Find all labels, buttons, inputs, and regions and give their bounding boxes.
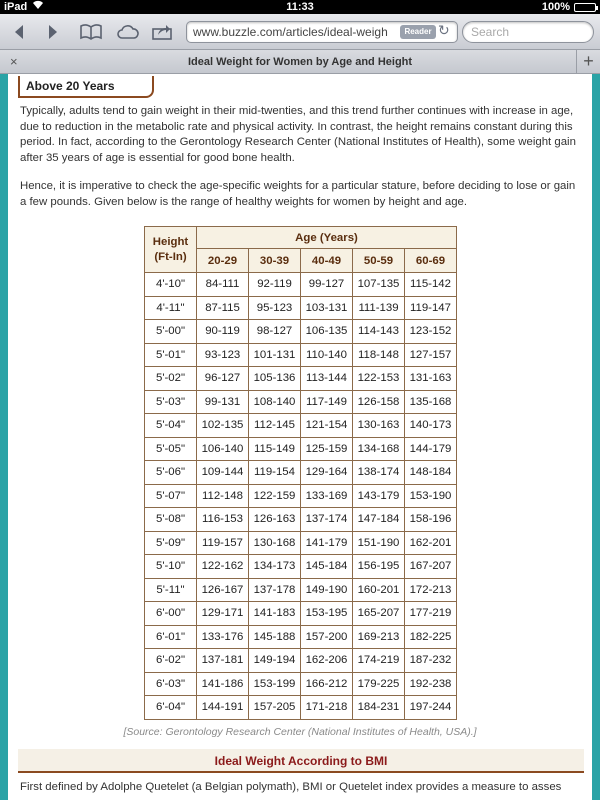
weight-range-cell: 158-196 (405, 508, 457, 532)
height-cell: 5'-04" (145, 414, 197, 438)
height-cell: 5'-07" (145, 484, 197, 508)
paragraph-bmi: First defined by Adolphe Quetelet (a Belgian polymath), BMI or Quetelet index provides a measure to asses (20, 781, 562, 793)
weight-range-cell: 99-131 (197, 390, 249, 414)
table-row (145, 555, 457, 579)
new-tab-button[interactable]: + (576, 50, 600, 74)
weight-range-cell: 105-136 (249, 367, 301, 391)
weight-range-cell: 129-171 (197, 602, 249, 626)
weight-range-cell: 157-200 (301, 625, 353, 649)
weight-range-cell: 144-179 (405, 437, 457, 461)
weight-range-cell: 197-244 (405, 696, 457, 720)
weight-range-cell: 182-225 (405, 625, 457, 649)
weight-range-cell: 162-201 (405, 531, 457, 555)
weight-range-cell: 107-135 (353, 273, 405, 297)
weight-range-cell: 84-111 (197, 273, 249, 297)
reader-button[interactable]: Reader (400, 25, 436, 39)
height-cell: 4'-10" (145, 273, 197, 297)
height-cell: 5'-06" (145, 461, 197, 485)
cloud-icon (116, 24, 140, 40)
weight-range-cell: 130-163 (353, 414, 405, 438)
weight-range-cell: 126-163 (249, 508, 301, 532)
weight-range-cell: 156-195 (353, 555, 405, 579)
weight-range-cell: 151-190 (353, 531, 405, 555)
table-row (145, 390, 457, 414)
weight-range-cell: 123-152 (405, 320, 457, 344)
weight-range-cell: 112-145 (249, 414, 301, 438)
weight-range-cell: 106-135 (301, 320, 353, 344)
weight-range-cell: 133-176 (197, 625, 249, 649)
weight-range-cell: 127-157 (405, 343, 457, 367)
table-row (145, 273, 457, 297)
weight-range-cell: 153-190 (405, 484, 457, 508)
table-row (145, 672, 457, 696)
status-bar (0, 0, 600, 14)
height-cell: 5'-01" (145, 343, 197, 367)
table-row (145, 414, 457, 438)
share-icon (152, 24, 172, 40)
address-bar[interactable]: www.buzzle.com/articles/ideal-weigh (186, 21, 458, 43)
weight-range-cell: 119-157 (197, 531, 249, 555)
weight-range-cell: 114-143 (353, 320, 405, 344)
weight-range-cell: 172-213 (405, 578, 457, 602)
device-name: iPad (4, 1, 28, 13)
search-input[interactable]: Search (462, 21, 594, 43)
height-cell: 5'-03" (145, 390, 197, 414)
close-tab-icon[interactable]: × (10, 54, 18, 69)
height-cell: 6'-01" (145, 625, 197, 649)
weight-range-cell: 93-123 (197, 343, 249, 367)
weight-range-cell: 110-140 (301, 343, 353, 367)
age-group-header-cell: 40-49 (301, 249, 353, 273)
book-icon (80, 24, 102, 40)
height-header-line2: (Ft-In) (154, 250, 187, 263)
age-group-header: Age (Years) (197, 227, 457, 249)
battery-icon (574, 3, 596, 12)
weight-range-cell: 99-127 (301, 273, 353, 297)
weight-range-cell: 148-184 (405, 461, 457, 485)
weight-range-cell: 115-142 (405, 273, 457, 297)
weight-range-cell: 145-184 (301, 555, 353, 579)
weight-range-cell: 141-179 (301, 531, 353, 555)
height-cell: 5'-08" (145, 508, 197, 532)
weight-range-cell: 87-115 (197, 296, 249, 320)
weight-range-cell: 171-218 (301, 696, 353, 720)
weight-range-cell: 174-219 (353, 649, 405, 673)
weight-range-cell: 141-186 (197, 672, 249, 696)
weight-range-cell: 134-168 (353, 437, 405, 461)
weight-range-cell: 122-153 (353, 367, 405, 391)
paragraph-hence: Hence, it is imperative to check the age-specific weights for a particular stature, before deciding to lose or gain a few pounds. Given below is the range of healthy weights for women by height and age. (20, 180, 576, 208)
weight-range-cell: 162-206 (301, 649, 353, 673)
table-row (145, 578, 457, 602)
height-header-line1: Height (152, 235, 189, 248)
weight-range-cell: 165-207 (353, 602, 405, 626)
weight-range-cell: 192-238 (405, 672, 457, 696)
weight-range-cell: 135-168 (405, 390, 457, 414)
table-row (145, 320, 457, 344)
reload-icon[interactable]: ↻ (438, 22, 450, 38)
weight-range-cell: 109-144 (197, 461, 249, 485)
age-group-header-cell: 50-59 (353, 249, 405, 273)
table-row (145, 367, 457, 391)
weight-range-cell: 125-159 (301, 437, 353, 461)
weight-range-cell: 169-213 (353, 625, 405, 649)
bookmarks-button[interactable] (78, 20, 104, 44)
back-button[interactable] (8, 20, 30, 44)
height-cell: 5'-05" (145, 437, 197, 461)
table-row (145, 437, 457, 461)
table-header-row (145, 227, 457, 249)
weight-range-cell: 122-159 (249, 484, 301, 508)
weight-table (144, 226, 457, 720)
table-row (145, 296, 457, 320)
status-right (542, 0, 596, 14)
share-button[interactable] (150, 20, 174, 44)
table-row (145, 531, 457, 555)
height-cell: 4'-11" (145, 296, 197, 320)
weight-range-cell: 153-199 (249, 672, 301, 696)
table-row (145, 461, 457, 485)
section-heading: Above 20 Years (18, 76, 154, 98)
height-cell: 6'-00" (145, 602, 197, 626)
weight-range-cell: 122-162 (197, 555, 249, 579)
tab-title[interactable]: Ideal Weight for Women by Age and Height (187, 56, 413, 68)
weight-range-cell: 130-168 (249, 531, 301, 555)
source-note: [Source: Gerontology Research Center (National Institutes of Health, USA).] (123, 726, 477, 738)
weight-range-cell: 95-123 (249, 296, 301, 320)
clock: 11:33 (286, 1, 314, 13)
age-group-header-cell: 30-39 (249, 249, 301, 273)
weight-range-cell: 90-119 (197, 320, 249, 344)
table-row (145, 649, 457, 673)
weight-range-cell: 134-173 (249, 555, 301, 579)
browser-toolbar (0, 14, 600, 50)
weight-range-cell: 177-219 (405, 602, 457, 626)
weight-range-cell: 98-127 (249, 320, 301, 344)
height-cell: 6'-04" (145, 696, 197, 720)
weight-range-cell: 113-144 (301, 367, 353, 391)
height-cell: 5'-11" (145, 578, 197, 602)
weight-range-cell: 106-140 (197, 437, 249, 461)
weight-range-cell: 92-119 (249, 273, 301, 297)
weight-range-cell: 129-164 (301, 461, 353, 485)
weight-range-cell: 145-188 (249, 625, 301, 649)
weight-range-cell: 126-158 (353, 390, 405, 414)
weight-range-cell: 126-167 (197, 578, 249, 602)
weight-range-cell: 119-154 (249, 461, 301, 485)
weight-range-cell: 103-131 (301, 296, 353, 320)
weight-range-cell: 131-163 (405, 367, 457, 391)
bmi-section-heading: Ideal Weight According to BMI (18, 749, 584, 773)
weight-range-cell: 179-225 (353, 672, 405, 696)
weight-range-cell: 137-174 (301, 508, 353, 532)
weight-range-cell: 137-178 (249, 578, 301, 602)
table-row (145, 508, 457, 532)
age-group-header-cell: 20-29 (197, 249, 249, 273)
web-page (0, 74, 600, 800)
weight-range-cell: 119-147 (405, 296, 457, 320)
height-cell: 5'-09" (145, 531, 197, 555)
weight-range-cell: 157-205 (249, 696, 301, 720)
weight-range-cell: 143-179 (353, 484, 405, 508)
weight-range-cell: 187-232 (405, 649, 457, 673)
weight-range-cell: 147-184 (353, 508, 405, 532)
icloud-tabs-button[interactable] (114, 20, 142, 44)
height-cell: 6'-03" (145, 672, 197, 696)
weight-range-cell: 133-169 (301, 484, 353, 508)
height-cell: 5'-02" (145, 367, 197, 391)
weight-range-cell: 112-148 (197, 484, 249, 508)
height-cell: 5'-10" (145, 555, 197, 579)
weight-range-cell: 116-153 (197, 508, 249, 532)
weight-range-cell: 102-135 (197, 414, 249, 438)
paragraph-intro: Typically, adults tend to gain weight in their mid-twenties, and this trend further continues with increase in age, due to reduction in the metabolic rate and physical activity. In contrast, the height remains constant during this period. In fact, according to the Gerontology Research Center (National Institutes of Health), some weight gain after 35 years of age is essential for good bone health. (20, 105, 576, 164)
weight-range-cell: 166-212 (301, 672, 353, 696)
table-row (145, 484, 457, 508)
age-group-header-cell: 60-69 (405, 249, 457, 273)
weight-range-cell: 149-190 (301, 578, 353, 602)
weight-range-cell: 137-181 (197, 649, 249, 673)
height-column-header (145, 227, 197, 273)
article-content (12, 74, 588, 800)
weight-range-cell: 153-195 (301, 602, 353, 626)
weight-range-cell: 167-207 (405, 555, 457, 579)
weight-range-cell: 184-231 (353, 696, 405, 720)
battery-percent: 100% (541, 1, 570, 13)
weight-range-cell: 96-127 (197, 367, 249, 391)
forward-arrow-icon (47, 24, 59, 40)
weight-range-cell: 141-183 (249, 602, 301, 626)
weight-range-cell: 138-174 (353, 461, 405, 485)
weight-range-cell: 144-191 (197, 696, 249, 720)
table-row (145, 625, 457, 649)
height-cell: 5'-00" (145, 320, 197, 344)
height-cell: 6'-02" (145, 649, 197, 673)
weight-range-cell: 111-139 (353, 296, 405, 320)
table-row (145, 602, 457, 626)
weight-range-cell: 115-149 (249, 437, 301, 461)
back-arrow-icon (13, 24, 25, 40)
weight-range-cell: 149-194 (249, 649, 301, 673)
weight-range-cell: 140-173 (405, 414, 457, 438)
table-row (145, 696, 457, 720)
tab-bar (0, 50, 600, 74)
weight-table-body (145, 273, 457, 720)
weight-range-cell: 117-149 (301, 390, 353, 414)
weight-range-cell: 108-140 (249, 390, 301, 414)
weight-range-cell: 121-154 (301, 414, 353, 438)
weight-range-cell: 118-148 (353, 343, 405, 367)
weight-range-cell: 160-201 (353, 578, 405, 602)
weight-range-cell: 101-131 (249, 343, 301, 367)
table-row (145, 343, 457, 367)
forward-button[interactable] (42, 20, 64, 44)
